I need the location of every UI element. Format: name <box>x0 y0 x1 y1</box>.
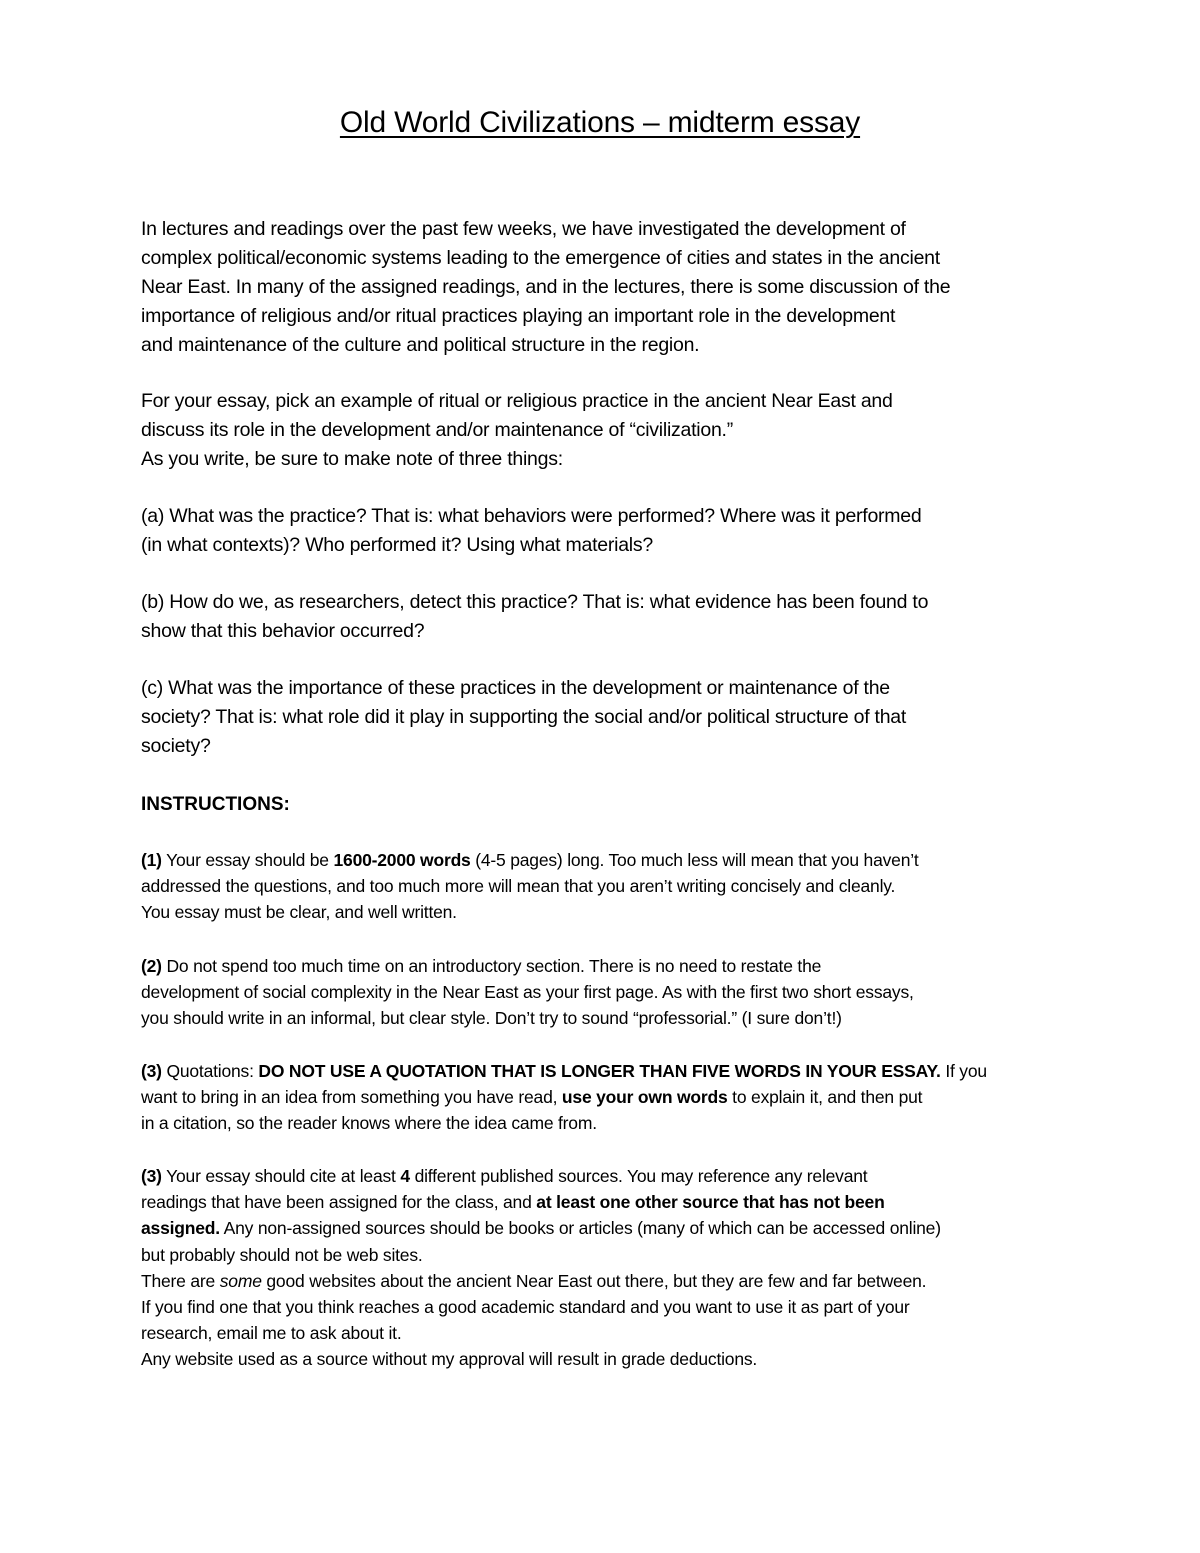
question-c-line: (c) What was the importance of these practices in the development or maintenance of the <box>141 677 890 699</box>
instruction-4 <box>141 1163 1071 1373</box>
instruction-4-line: but probably should not be web sites. <box>141 1244 423 1265</box>
instruction-text: different published sources. You may reference any relevant <box>409 1166 868 1186</box>
instructions-heading: INSTRUCTIONS: <box>141 794 290 815</box>
some-emphasis: some <box>219 1270 262 1291</box>
instruction-1-line <box>141 847 1071 873</box>
question-c-line: society? That is: what role did it play in supporting the social and/or political structure of that <box>141 706 907 728</box>
instruction-2-line <box>141 953 1071 979</box>
other-source-emphasis: at least one other source that has not been <box>536 1192 885 1213</box>
instruction-text: to explain it, and then put <box>727 1087 923 1107</box>
instruction-text: readings that have been assigned for the class, and <box>141 1192 537 1213</box>
instruction-4-line: Any website used as a source without my approval will result in grade deductions. <box>141 1349 758 1370</box>
intro-line: importance of religious and/or ritual practices playing an important role in the development <box>141 305 896 327</box>
question-b-line: show that this behavior occurred? <box>141 620 425 642</box>
instruction-2-line: you should write in an informal, but clear style. Don’t try to sound “professorial.” (I sure don’t!) <box>141 1008 842 1028</box>
instruction-text: good websites about the ancient Near East out there, but they are few and far between. <box>261 1270 927 1291</box>
prompt-line: For your essay, pick an example of ritual or religious practice in the ancient Near East and <box>141 390 893 412</box>
intro-line: Near East. In many of the assigned readings, and in the lectures, there is some discussion of the <box>141 276 951 298</box>
instruction-2 <box>141 953 1071 1031</box>
instruction-text: Do not spend too much time on an introductory section. There is no need to restate the <box>161 956 822 976</box>
intro-paragraph <box>141 215 1071 360</box>
word-count-emphasis: 1600-2000 words <box>333 850 471 870</box>
instruction-1 <box>141 847 1071 925</box>
instruction-text: Quotations: <box>161 1061 259 1081</box>
instruction-text: want to bring in an idea from something you have read, <box>141 1087 562 1107</box>
instruction-text: Your essay should be <box>161 850 334 870</box>
document-title: Old World Civilizations – midterm essay <box>339 106 861 139</box>
instruction-4-line: research, email me to ask about it. <box>141 1323 402 1344</box>
question-a <box>141 502 1071 560</box>
instruction-2-line: development of social complexity in the Near East as your first page. As with the first two short essays, <box>141 982 914 1002</box>
source-count-emphasis: 4 <box>400 1166 410 1186</box>
question-c <box>141 674 1071 761</box>
instruction-text: Any non-assigned sources should be books or articles (many of which can be accessed online) <box>219 1218 941 1239</box>
instruction-3-line <box>141 1084 1071 1110</box>
instruction-4-line <box>141 1189 1071 1215</box>
prompt-line: As you write, be sure to make note of three things: <box>141 448 563 470</box>
instruction-4-line <box>141 1215 1071 1241</box>
intro-line: In lectures and readings over the past few weeks, we have investigated the development of <box>141 218 906 240</box>
instruction-number: (3) <box>141 1166 162 1186</box>
instruction-3 <box>141 1058 1071 1136</box>
instruction-text: (4-5 pages) long. Too much less will mean that you haven’t <box>470 850 919 870</box>
instruction-3-line: in a citation, so the reader knows where the idea came from. <box>141 1113 597 1133</box>
instruction-3-line <box>141 1058 1071 1084</box>
instruction-text: If you <box>940 1061 987 1081</box>
prompt-paragraph <box>141 387 1071 474</box>
instruction-number: (2) <box>141 956 162 976</box>
prompt-line: discuss its role in the development and/or maintenance of “civilization.” <box>141 419 733 441</box>
question-b-line: (b) How do we, as researchers, detect this practice? That is: what evidence has been found to <box>141 591 929 613</box>
intro-line: and maintenance of the culture and political structure in the region. <box>141 334 700 356</box>
instruction-1-line: You essay must be clear, and well written. <box>141 902 457 922</box>
instruction-text: Your essay should cite at least <box>161 1166 401 1186</box>
own-words-emphasis: use your own words <box>561 1087 728 1107</box>
question-a-line: (in what contexts)? Who performed it? Using what materials? <box>141 534 653 556</box>
instruction-4-line <box>141 1268 1071 1294</box>
instruction-4-line: If you find one that you think reaches a good academic standard and you want to use it as part of your <box>141 1297 910 1318</box>
other-source-emphasis: assigned. <box>141 1218 220 1239</box>
intro-line: complex political/economic systems leading to the emergence of cities and states in the ancient <box>141 247 940 269</box>
quotation-rule-emphasis: DO NOT USE A QUOTATION THAT IS LONGER THAN FIVE WORDS IN YOUR ESSAY. <box>258 1061 941 1081</box>
question-c-line: society? <box>141 735 211 757</box>
question-a-line: (a) What was the practice? That is: what behaviors were performed? Where was it performed <box>141 505 922 527</box>
instruction-number: (3) <box>141 1061 162 1081</box>
instruction-text: There are <box>141 1270 220 1291</box>
instruction-4-line <box>141 1163 1071 1189</box>
instruction-1-line: addressed the questions, and too much more will mean that you aren’t writing concisely and cleanly. <box>141 876 896 896</box>
instruction-number: (1) <box>141 850 162 870</box>
question-b <box>141 588 1071 646</box>
